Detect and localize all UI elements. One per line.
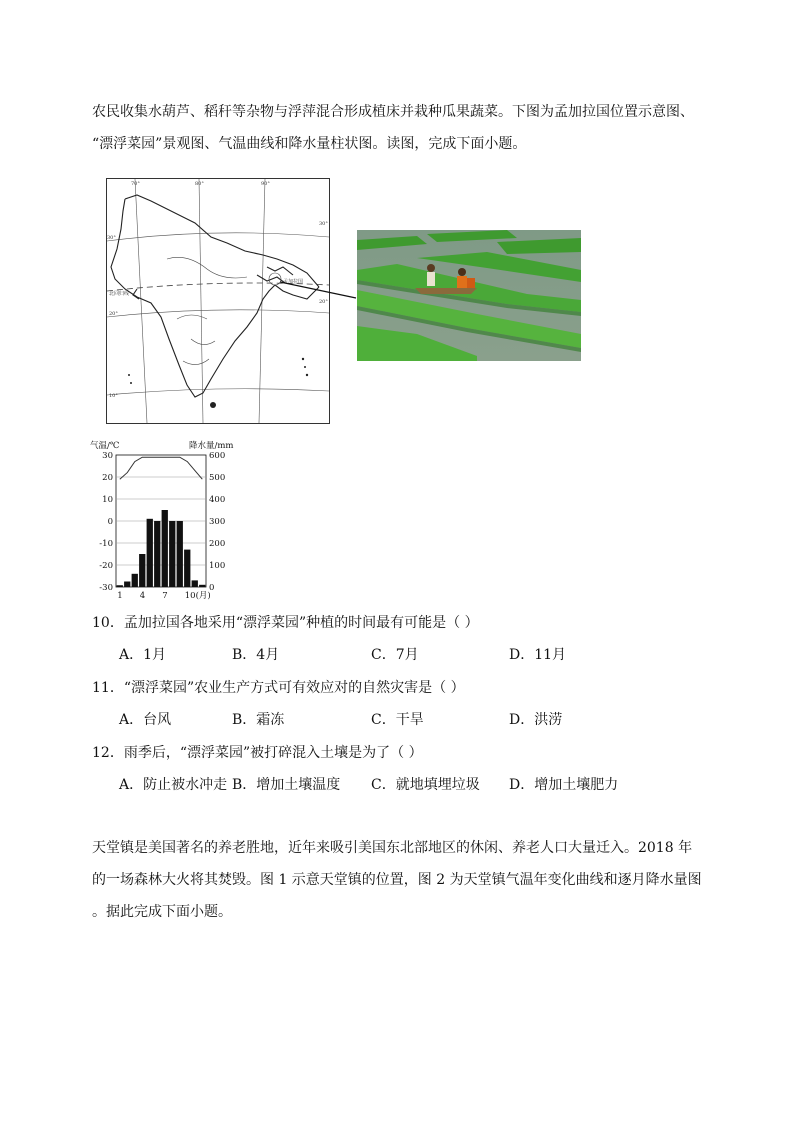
lon-label-80: 80° <box>195 181 204 187</box>
section2-line-1: 天堂镇是美国著名的养老胜地，近年来吸引美国东北部地区的休闲、养老人口大量迁入。2018 年 <box>92 840 693 856</box>
q11-option-a[interactable]: A．台风 <box>119 712 172 728</box>
precip-bar <box>184 550 190 587</box>
month-tick-label: 4 <box>139 591 146 601</box>
q12-option-b[interactable]: B．增加土壤温度 <box>232 777 341 793</box>
precip-tick-label: 400 <box>209 495 226 505</box>
bangladesh-label: 孟加拉国 <box>283 279 304 285</box>
precip-bar <box>169 521 175 587</box>
month-tick-label: 10(月) <box>184 591 211 601</box>
question-12-stem: 12．雨季后，“漂浮菜园”被打碎混入土壤是为了（ ） <box>92 745 423 761</box>
precip-tick-label: 300 <box>209 517 226 527</box>
right-lat-label-30: 30° <box>319 221 328 227</box>
precip-bar <box>154 521 160 587</box>
q12-option-c[interactable]: C．就地填埋垃圾 <box>371 777 480 793</box>
q11-option-b[interactable]: B．霜冻 <box>232 712 285 728</box>
q11-option-d[interactable]: D．洪涝 <box>509 712 563 728</box>
precip-tick-label: 500 <box>209 473 226 483</box>
month-tick-label: 1 <box>117 591 123 601</box>
section2-paragraph <box>92 832 707 928</box>
q12-option-d[interactable]: D．增加土壤肥力 <box>509 777 619 793</box>
precip-bar <box>132 574 138 587</box>
temp-tick-label: -20 <box>99 561 113 571</box>
floating-garden-photo <box>357 230 581 361</box>
temperature-line <box>120 457 203 479</box>
q10-option-a[interactable]: A．1月 <box>119 647 167 663</box>
precip-tick-label: 0 <box>209 583 215 593</box>
pointer-arrow <box>280 280 360 304</box>
q11-option-c[interactable]: C．干旱 <box>371 712 424 728</box>
section2-line-2: 的一场森林大火将其焚毁。图 1 示意天堂镇的位置，图 2 为天堂镇气温年变化曲线和逐月降水量图 <box>92 872 702 888</box>
precip-tick-label: 100 <box>209 561 226 571</box>
lon-label-70: 70° <box>131 181 140 187</box>
temp-tick-label: -30 <box>99 583 113 593</box>
precip-bar <box>162 510 168 587</box>
precip-axis-label: 降水量/mm <box>189 441 234 451</box>
temp-tick-label: 10 <box>102 495 113 505</box>
lat-label-10: 10° <box>109 393 118 399</box>
precip-bar <box>199 585 205 587</box>
precip-bar <box>124 582 130 588</box>
question-10-stem: 10．孟加拉国各地采用“漂浮菜园”种植的时间最有可能是（ ） <box>92 615 479 631</box>
month-tick-label: 7 <box>162 591 168 601</box>
temp-axis-label: 气温/℃ <box>90 441 120 451</box>
precip-bar <box>139 554 145 587</box>
intro-line-2: “漂浮菜园”景观图、气温曲线和降水量柱状图。读图，完成下面小题。 <box>92 136 527 152</box>
q10-option-d[interactable]: D．11月 <box>509 647 567 663</box>
q12-option-a[interactable]: A．防止被水冲走 <box>119 777 228 793</box>
temp-tick-label: -10 <box>99 539 113 549</box>
lat-label-20: 20° <box>109 311 118 317</box>
precip-tick-label: 600 <box>209 451 226 461</box>
section2-line-3: 。据此完成下面小题。 <box>92 904 232 920</box>
right-lat-label-20: 20° <box>319 299 328 305</box>
intro-paragraph <box>92 96 707 160</box>
precip-bar <box>192 580 198 587</box>
precip-bar <box>147 519 153 587</box>
precip-bar <box>177 521 183 587</box>
tropic-label: 北回归线 <box>109 291 130 297</box>
question-11-stem: 11．“漂浮菜园”农业生产方式可有效应对的自然灾害是（ ） <box>92 680 465 696</box>
q10-option-c[interactable]: C．7月 <box>371 647 419 663</box>
temp-tick-label: 30 <box>102 451 113 461</box>
q10-option-b[interactable]: B．4月 <box>232 647 280 663</box>
climate-chart <box>88 437 248 602</box>
lat-label-30: 30° <box>107 235 116 241</box>
precip-tick-label: 200 <box>209 539 226 549</box>
precip-bar <box>117 585 123 587</box>
temp-tick-label: 0 <box>107 517 113 527</box>
lon-label-90: 90° <box>261 181 270 187</box>
intro-line-1: 农民收集水葫芦、稻秆等杂物与浮萍混合形成植床并栽种瓜果蔬菜。下图为孟加拉国位置示意图、 <box>92 104 694 120</box>
temp-tick-label: 20 <box>102 473 113 483</box>
